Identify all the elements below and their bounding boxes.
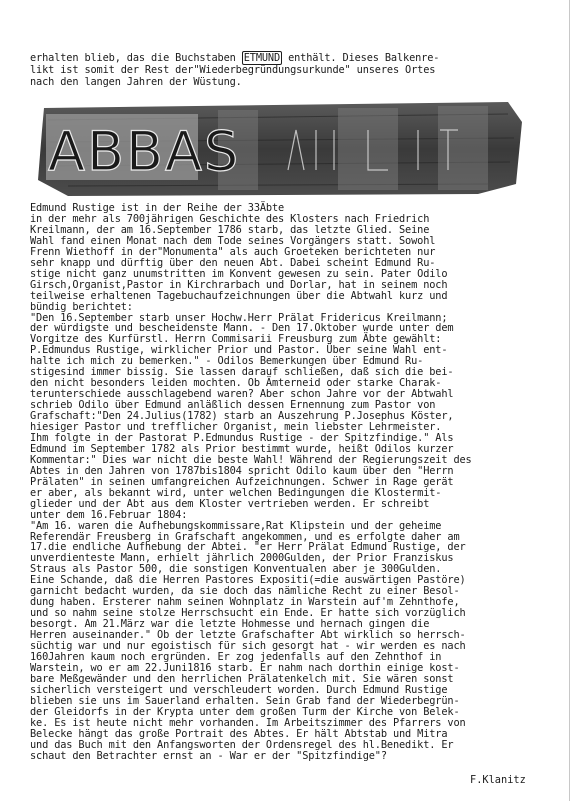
text-line: hiesiger Pastor und trefflicher Organist, mein liebster Lehrmeister. [30,421,442,433]
page-edge [569,0,570,801]
text-line: schaut den Betrachter ernst an - War er der "Spitzfindige"? [30,749,387,762]
text-line: Edmund im September 1782 als Prior bestimmt wurde, heißt Odilos kurzer [30,442,454,455]
text-line: Edmund Rustige ist in der Reihe der 33Äbte [30,202,285,214]
intro-line-1 [30,52,560,64]
text-line: glieder und der Abt aus dem Kloster vertrieben werden. Er schreibt [30,497,430,510]
intro-text: erhalten blieb, das die Buchstaben [30,52,242,64]
text-line: Kreilmann, der am 16.September 1786 starb, das letzte Glied. Seine [30,223,430,236]
author-signature: F.Klanitz [470,774,526,787]
text-line: 160Jahren kaum noch ergründen. Er zog jedenfalls auf den Zehnthof in [30,650,442,663]
text-line: in der mehr als 700jährigen Geschichte des Klosters nach Friedrich [30,212,430,225]
text-line: bündig berichtet: [30,300,133,313]
text-line: sehr knapp und dürftig über den neuen Abt. Dabei scheint Edmund Ru- [30,256,436,269]
text-line: sicherlich versteigert und verschleudert worden. Durch Edmund Rustige [30,683,448,696]
beam-photo [38,100,524,198]
text-line: besorgt. Am 21.März war die letzte Hohmesse und hernach gingen die [30,618,430,631]
text-line: Kommentar:" Dies war nicht die beste Wahl! Während der Regierungszeit des [30,453,472,466]
text-line: Prälaten" in seinen umfangreichen Aufzeichnungen. Schwer in Rage gerät [30,475,454,488]
text-line: teilweise erhaltenen Tagebuchaufzeichnungen über die Abtwahl kurz und [30,289,448,302]
text-line: Belecke hängt das große Portrait des Abtes. Er hält Abtstab und Mitra [30,727,448,740]
intro-line-2: likt ist somit der Rest der"Wiederbegründungsurkunde" unseres Ortes [30,64,436,76]
text-line: den nicht besonders leiden mochten. Ob Ämterneid oder starke Charak- [30,377,442,390]
text-line: Girsch,Organist,Pastor in Kirchrarbach und Dorlar, hat in seinem noch [30,278,448,291]
text-line: schrieb Odilo über Edmund anläßlich dessen Ernennung zum Pastor von [30,399,436,412]
intro-text: enthält. Dieses Balkenre- [282,52,440,64]
text-line: P.Edmundus Rustige, wirklicher Prior und Pastor. Über seine Wahl ent- [30,344,448,357]
text-line: bare Meßgewänder und den herrlichen Prälatenkelch mit. Sie wären sonst [30,672,454,685]
text-line: Straus als Pastor 500, die sonstigen Konventualen aber je 300Gulden. [30,563,442,576]
text-line: ke. Es ist heute nicht mehr vorhanden. Im Arbeitszimmer des Pfarrers von [30,716,466,729]
text-line: Warstein, wo er am 22.Juni1816 starb. Er nahm nach dorthin einige kost- [30,661,460,674]
text-line: Ihm folgte in der Pastorat P.Edmundus Rustige - der Spitzfindige." Als [30,431,454,444]
text-line: Abtes in den Jahren von 1787bis1804 spricht Odilo kaum über den "Herrn [30,464,454,477]
text-line: Herren auseinander." Ob der letzte Grafschafter Abt wirklich so herrsch- [30,629,466,642]
text-line: Eine Schande, daß die Herren Pastores Expositi(=die auswärtigen Pastöre) [30,574,466,587]
text-line: der Gleidorfs in der Krypta unter dem großen Turm der Kirche von Belek- [30,705,460,718]
boxed-letters: ETMUND [243,52,281,64]
text-line: unverdienteste Mann, erhielt jährlich 2000Gulden, der Prior Franziskus [30,552,454,565]
text-line: "Am 16. waren die Aufhebungskommissare,Rat Klipstein und der geheime [30,519,442,532]
text-line: der würdigste und bescheidenste Mann. - Den 17.Oktober wurde unter dem [30,322,454,335]
carved-inscription: ABBAS [48,120,241,183]
text-line: Frenn Wiethoff in der"Monumenta" als auch Groeteken berichteten nur [30,245,436,258]
text-line: garnicht bedacht wurden, da sie doch das nämliche Recht zu einer Besol- [30,585,460,598]
text-line: dung haben. Ersterer nahm seinen Wohnplatz in Warstein auf'm Zehnthofe, [30,596,460,609]
text-line: und das Buch mit den Anfangsworten der Ordensregel des hl.Benedikt. Er [30,738,454,751]
text-line: stigesind immer bissig. Sie lassen darauf schließen, daß sich die bei- [30,366,454,379]
text-line: terunterschiede ausschlagebend waren? Aber schon Jahre vor der Abtwahl [30,388,454,401]
text-line: er aber, als bekannt wird, unter welchen Bedingungen die Klostermit- [30,486,442,499]
text-line: "Den 16.September starb unser Hochw.Herr Prälat Fridericus Kreilmann; [30,311,448,324]
text-line: Referendär Freusberg in Grafschaft angekommen, und es erfolgte daher am [30,530,460,543]
text-line: unter dem 16.Februar 1804: [30,508,188,521]
text-line: blieben sie uns im Sauerland erhalten. Sein Grab fand der Wiederbegrün- [30,694,460,707]
text-line: Vorgitze des Kurfürstl. Herrn Commisarii Freusburg zum Äbte gewählt: [30,333,442,346]
text-line: stige nicht ganz unumstritten im Konvent gewesen zu sein. Pater Odilo [30,267,448,280]
text-line: Grafschaft:"Den 24.Julius(1782) starb an Auszehrung P.Josephus Köster, [30,410,454,423]
text-line: 17.die endliche Aufhebung der Abtei. "er Herr Prälat Edmund Rustige, der [30,541,466,554]
text-line: und so nahm seine stolze Herrschsucht ein Ende. Er hatte sich vorzüglich [30,607,466,620]
text-line: halte ich mich zu bemerken." - Odilos Bemerkungen über Edmund Ru- [30,355,424,368]
intro-line-3: nach den langen Jahren der Wüstung. [30,76,242,88]
text-line: Wahl fand einen Monat nach dem Tode seines Vorgängers statt. Sowohl [30,234,436,247]
text-line: süchtig war und nur egoistisch für sich gesorgt hat - wir werden es nach [30,640,466,652]
